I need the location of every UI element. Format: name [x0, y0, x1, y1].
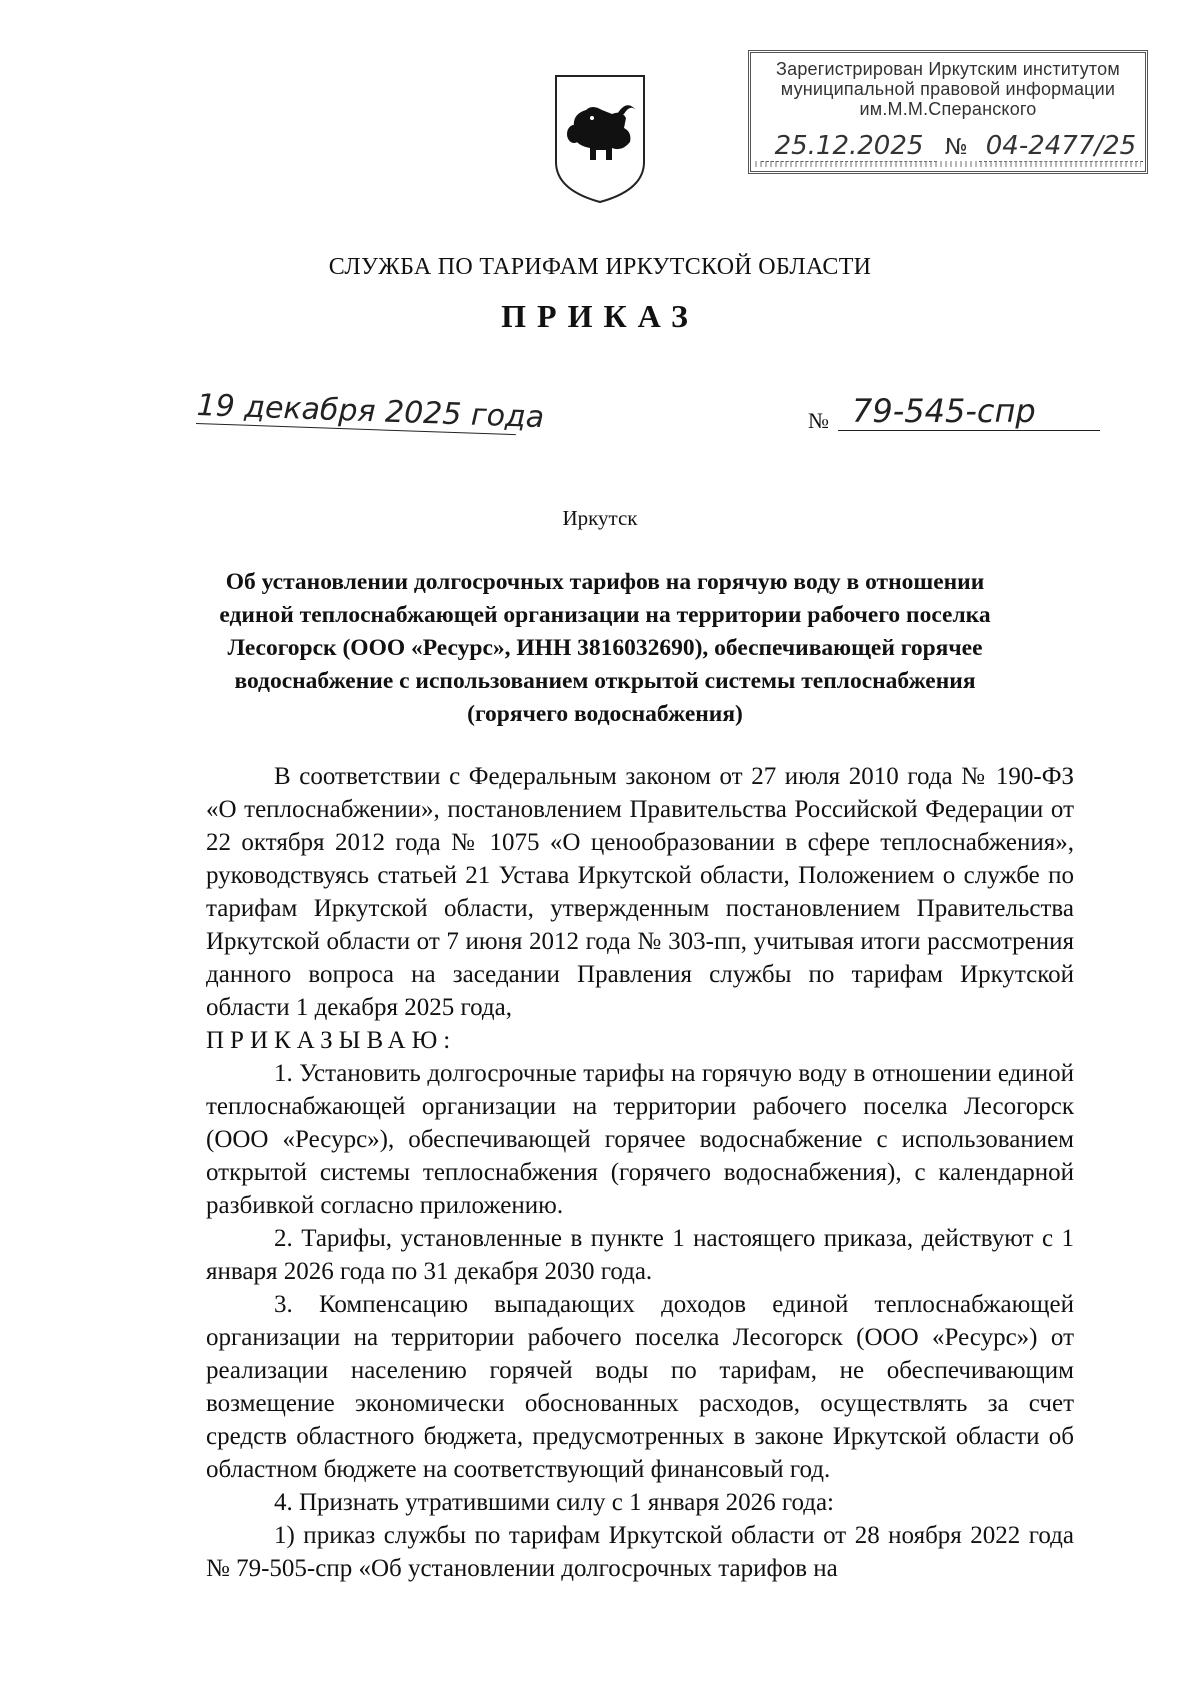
- handwritten-order-number: 79-545-спр: [838, 392, 1100, 431]
- document-type-heading: ПРИКАЗ: [501, 298, 699, 334]
- stamp-line-1: Зарегистрирован Иркутским институтом: [776, 59, 1120, 79]
- order-item-4: 4. Признать утратившими силу с 1 января 2026 года:: [274, 1489, 834, 1516]
- stamp-line-2: муниципальной правовой информации: [780, 79, 1116, 99]
- order-body: [206, 760, 1074, 1585]
- agency-name: СЛУЖБА ПО ТАРИФАМ ИРКУТСКОЙ ОБЛАСТИ: [328, 254, 872, 280]
- stamp-hatch-decoration: [755, 161, 1141, 167]
- order-item-3: 3. Компенсацию выпадающих доходов единой теплоснабжающей организации на территории рабочего поселка Лесогорск (ООО «Ресурс») от реализации населению горячей воды по тарифам, не обеспечивающим возмещение экономически обоснованных расходов, осуществлять за счет средств областного бюджета, предусмотренных в законе Иркутской области об областном бюджете на соответствующий финансовый год.: [206, 1291, 1074, 1483]
- stamp-line-3: им.М.М.Сперанского: [859, 99, 1037, 119]
- order-keyword: ПРИКАЗЫВАЮ:: [206, 1027, 457, 1054]
- stamp-registration-date: 25.12.2025: [761, 131, 937, 162]
- city-name: Иркутск: [562, 506, 638, 530]
- stamp-registration-number: 04-2477/25: [979, 131, 1143, 162]
- handwritten-order-date: 19 декабря 2025 года: [196, 388, 545, 436]
- order-title: Об установлении долгосрочных тарифов на горячую воду в отношении единой теплоснабжающей организации на территории рабочего поселка Лесогорск (ООО «Ресурс», ИНН 3816032690), обеспечивающей горячее водоснабжение с использованием открытой системы теплоснабжения (горячего водоснабжения): [219, 569, 991, 727]
- registration-stamp: [748, 50, 1148, 174]
- preamble-paragraph: В соответствии с Федеральным законом от 27 июля 2010 года № 190-ФЗ «О теплоснабжении», постановлением Правительства Российской Федерации от 22 октября 2012 года № 1075 «О ценообразовании в сфере теплоснабжения», руководствуясь статьей 21 Устава Иркутской области, Положением о службе по тарифам Иркутской области, утвержденным постановлением Правительства Иркутской области от 7 июня 2012 года № 303-пп, учитывая итоги рассмотрения данного вопроса на заседании Правления службы по тарифам Иркутской области 1 декабря 2025 года,: [206, 763, 1074, 1021]
- order-item-1: 1. Установить долгосрочные тарифы на горячую воду в отношении единой теплоснабжающей организации на территории рабочего поселка Лесогорск (ООО «Ресурс»), обеспечивающей горячее водоснабжение с использованием открытой системы теплоснабжения (горячего водоснабжения), с календарной разбивкой согласно приложению.: [206, 1060, 1074, 1219]
- order-number-label: №: [808, 408, 829, 433]
- order-item-4-subitem-1: 1) приказ службы по тарифам Иркутской области от 28 ноября 2022 года № 79-505-спр «Об установлении долгосрочных тарифов на: [206, 1522, 1074, 1582]
- coat-of-arms-emblem: [552, 70, 648, 206]
- order-item-2: 2. Тарифы, установленные в пункте 1 настоящего приказа, действуют с 1 января 2026 года по 31 декабря 2030 года.: [206, 1225, 1074, 1285]
- stamp-number-sign: №: [945, 135, 968, 160]
